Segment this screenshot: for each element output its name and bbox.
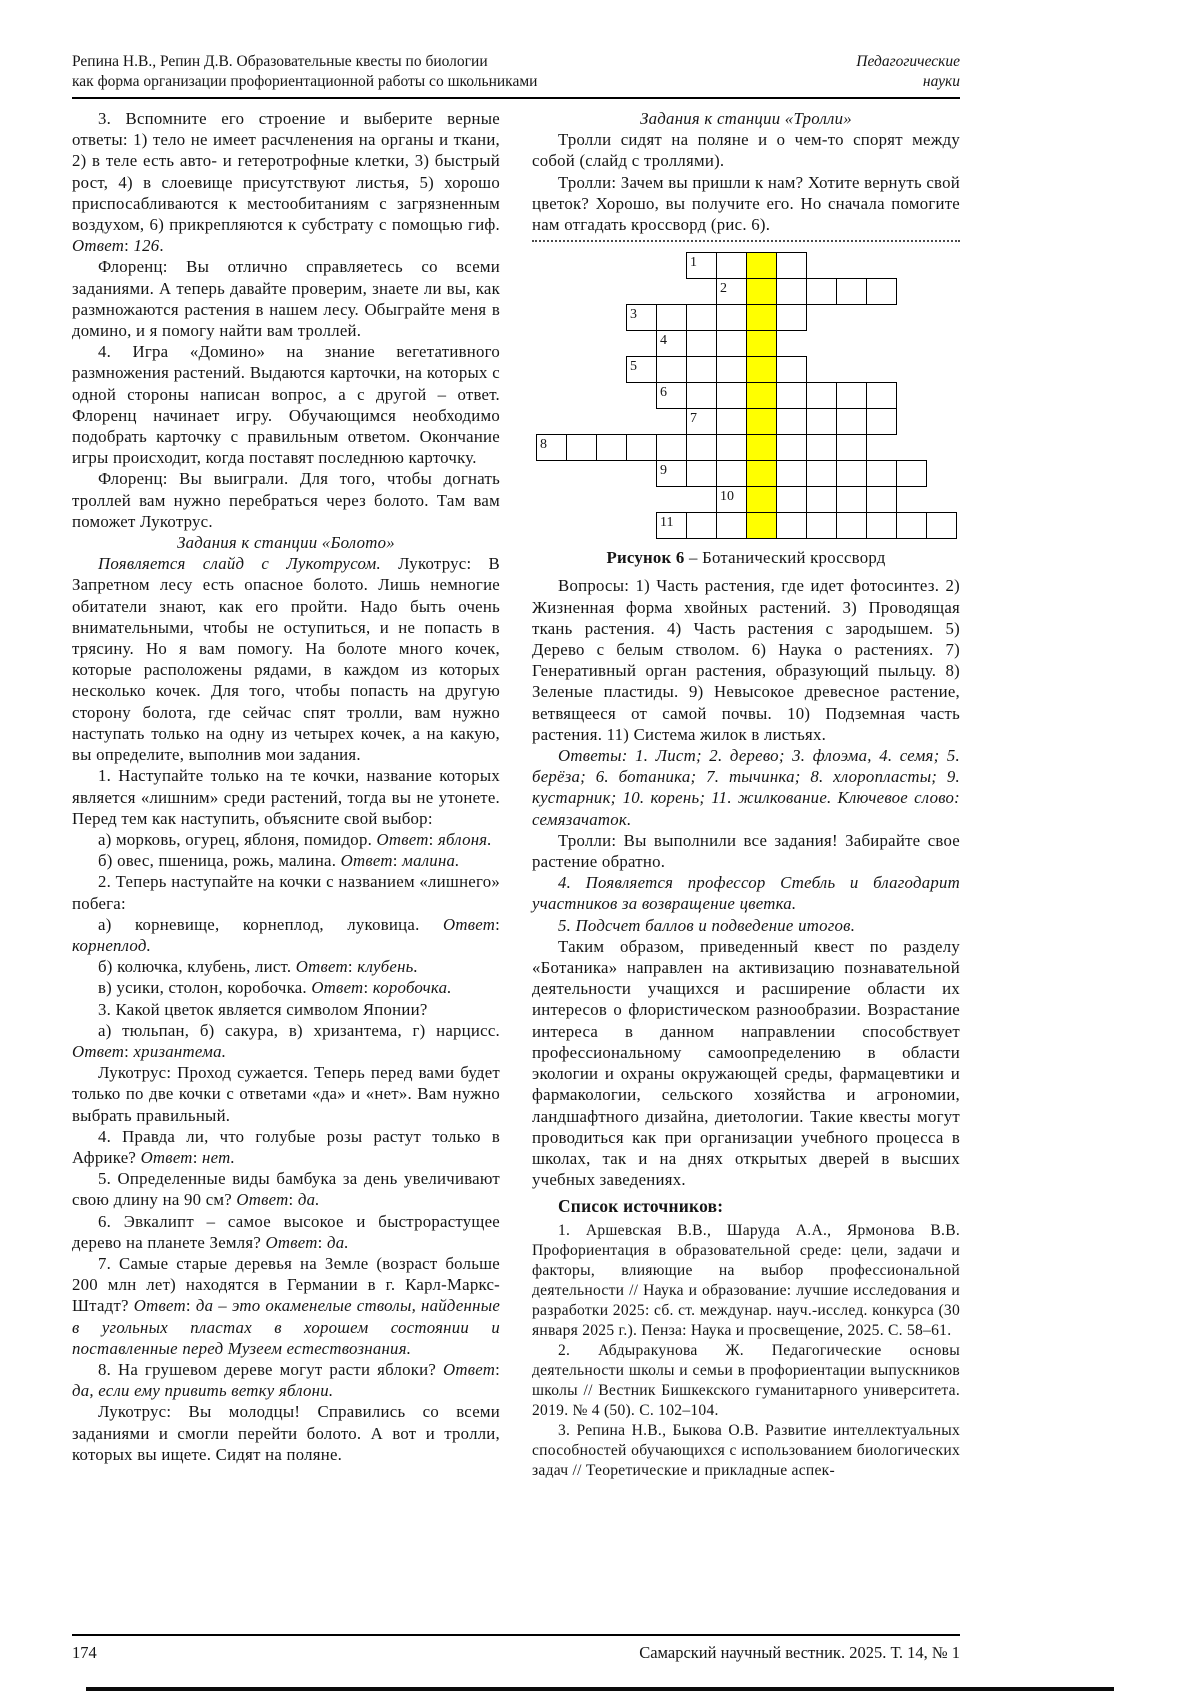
text-run: 1. Наступайте только на те кочки, название которых является «лишним» среди растений, тогда вы не утонете. Перед тем как наступить, объясните свой выбор: bbox=[72, 766, 500, 828]
text-run: Таким образом, приведенный квест по разделу «Ботаника» направлен на активизацию познавательной деятельности учащихся и расширение области их интересов о флористическом разнообразии. Возрастание интереса в данном направлении способствует профессиональному самоопределению в области экологии и охраны окружающей среды, фармацевтики и фармакологии, сельского хозяйства и агрономии, ландшафтного дизайна, диетологии. Такие квесты могут проводиться как при организации учебного процесса в школах, так и на днях открытых дверей в высших учебных заведениях. bbox=[532, 936, 960, 1190]
text-run: малина. bbox=[402, 851, 460, 871]
page-edge-line bbox=[86, 1687, 1114, 1691]
crossword-cell bbox=[716, 252, 747, 279]
crossword-cell bbox=[776, 434, 807, 461]
reference-2 bbox=[532, 1341, 960, 1421]
text-run: Вопросы: 1) Часть растения, где идет фотосинтез. 2) Жизненная форма хвойных растений. 3) Проводящая ткань растения. 4) Часть растения с зародышем. 5) Дерево с белым стволом. 6) Наука о растениях. 7) Генеративный орган растения, образующий пыльцу. 8) Зеленые пластиды. 9) Невысокое древесное растение, ветвящееся от самой почвы. 10) Подземная часть растения. 11) Система жилок в листьях. bbox=[532, 576, 960, 744]
crossword-cell bbox=[776, 486, 807, 513]
crossword-cell bbox=[686, 434, 717, 461]
crossword-cell bbox=[866, 278, 897, 305]
text-run: коробочка. bbox=[372, 978, 452, 998]
crossword-cell bbox=[776, 382, 807, 409]
text-run: 7. Самые старые деревья на Земле (возраст больше 200 млн лет) находятся в Германии в г. Карл-Маркс-Штадт? bbox=[72, 1253, 500, 1316]
crossword-cell bbox=[686, 460, 717, 487]
text-run: Ответ bbox=[376, 829, 429, 849]
paragraph bbox=[532, 172, 960, 236]
text-run: нет. bbox=[202, 1147, 236, 1167]
text-run: б) колючка, клубень, лист. bbox=[98, 957, 296, 977]
crossword-cell bbox=[866, 382, 897, 409]
header-section-line2: науки bbox=[922, 73, 960, 90]
crossword-cell bbox=[866, 486, 897, 513]
text-run: Ответ bbox=[442, 1359, 496, 1379]
crossword-cell bbox=[656, 356, 687, 383]
paragraph bbox=[72, 553, 500, 765]
header-section bbox=[856, 52, 960, 92]
paragraph bbox=[532, 575, 960, 745]
crossword-cell bbox=[836, 382, 867, 409]
reference-3 bbox=[532, 1421, 960, 1481]
crossword-cell bbox=[806, 486, 837, 513]
text-run: в) усики, столон, коробочка. bbox=[98, 978, 312, 998]
text-run: да – это окаменелые стволы, найденные в угольных пластах в хорошем состоянии и поставленные перед Музеем естествознания. bbox=[72, 1296, 501, 1358]
crossword-cell bbox=[776, 304, 807, 331]
paragraph bbox=[72, 1126, 500, 1168]
crossword-key-cell bbox=[746, 252, 777, 279]
paragraph bbox=[72, 256, 500, 341]
crossword-cell bbox=[866, 408, 897, 435]
text-run: : bbox=[347, 957, 358, 977]
text-run: 5. Определенные виды бамбука за день увеличивают свою длину на 90 см? bbox=[72, 1169, 500, 1210]
crossword-clue-number: 2 bbox=[720, 281, 727, 297]
text-run: Тролли: Зачем вы пришли к нам? Хотите вернуть свой цветок? Хорошо, вы получите его. Но сначала помогите нам отгадать кроссворд (рис. 6). bbox=[532, 172, 960, 235]
text-run: : bbox=[428, 829, 438, 849]
crossword-cell bbox=[686, 304, 717, 331]
crossword-cell bbox=[686, 252, 717, 279]
text-run: . bbox=[159, 236, 164, 256]
crossword-cell bbox=[776, 278, 807, 305]
figure-caption bbox=[532, 547, 960, 568]
body-columns bbox=[72, 108, 960, 1624]
crossword-cell bbox=[806, 382, 837, 409]
crossword-cell bbox=[836, 434, 867, 461]
paragraph bbox=[72, 871, 500, 913]
crossword-cell bbox=[656, 434, 687, 461]
text-run: б) овес, пшеница, рожь, малина. bbox=[98, 851, 341, 871]
paragraph bbox=[532, 830, 960, 872]
crossword-key-cell bbox=[746, 408, 777, 435]
header-title-line2: как форма организации профориентационной работы со школьниками bbox=[72, 73, 538, 90]
paragraph bbox=[72, 914, 500, 956]
paragraph bbox=[72, 765, 500, 829]
crossword-cell bbox=[836, 278, 867, 305]
text-run: Ответ bbox=[72, 236, 125, 256]
figure-caption-label: Рисунок 6 bbox=[606, 548, 685, 568]
crossword-cell bbox=[806, 278, 837, 305]
crossword-cell bbox=[596, 434, 627, 461]
text-run: а) тюльпан, б) сакура, в) хризантема, г) нарцисс. bbox=[98, 1020, 500, 1040]
crossword-cell bbox=[716, 278, 747, 305]
crossword-clue-number: 6 bbox=[660, 385, 667, 401]
paragraph bbox=[72, 1359, 500, 1401]
text-run: хризантема. bbox=[133, 1041, 227, 1061]
crossword-figure bbox=[532, 240, 960, 568]
text-run: : bbox=[392, 851, 403, 871]
crossword-cell bbox=[716, 460, 747, 487]
text-run: Список источников: bbox=[558, 1196, 724, 1217]
text-run: 8. На грушевом дереве могут расти яблоки? bbox=[98, 1359, 443, 1379]
crossword-key-cell bbox=[746, 330, 777, 357]
page-header bbox=[72, 52, 960, 99]
dashed-separator bbox=[532, 240, 960, 242]
crossword-clue-number: 4 bbox=[660, 333, 667, 349]
text-run: 6. Эвкалипт – самое высокое и быстрорастущее дерево на планете Земля? bbox=[72, 1211, 500, 1252]
paragraph bbox=[72, 1062, 500, 1126]
crossword-cell bbox=[626, 356, 657, 383]
crossword-cell bbox=[866, 512, 897, 539]
crossword-cell bbox=[776, 252, 807, 279]
page-number: 174 bbox=[72, 1643, 97, 1662]
crossword-cell bbox=[836, 486, 867, 513]
text-run: 5. Подсчет баллов и подведение итогов. bbox=[558, 915, 856, 935]
text-run: яблоня. bbox=[437, 829, 492, 849]
text-run: : bbox=[495, 914, 500, 934]
crossword-key-cell bbox=[746, 434, 777, 461]
text-run: 3. Какой цветок является символом Японии? bbox=[98, 999, 428, 1019]
crossword-clue-number: 11 bbox=[660, 515, 674, 531]
crossword-cell bbox=[806, 460, 837, 487]
text-run: 1. Аршевская В.В., Шаруда А.А., Ярмонова В.В. Профориентация в образовательной среде: цели, задачи и факторы, влияющие на выбор профессиональной деятельности // Наука и образование: лучшие исследования и разработки 2025: сб. ст. междунар. науч.-исслед. конкурса (30 января 2025 г.). Пенза: Наука и просвещение, 2025. С. 58–61. bbox=[532, 1221, 960, 1339]
text-run: Задания к станции «Тролли» bbox=[640, 109, 852, 128]
crossword-cell bbox=[836, 512, 867, 539]
header-running-title bbox=[72, 52, 537, 92]
crossword-cell bbox=[686, 512, 717, 539]
paragraph bbox=[532, 129, 960, 171]
journal-line: Самарский научный вестник. 2025. Т. 14, № 1 bbox=[639, 1643, 960, 1662]
crossword-clue-number: 7 bbox=[690, 411, 697, 427]
column-right bbox=[532, 108, 960, 1624]
page-footer bbox=[72, 1634, 960, 1663]
text-run: Ответ bbox=[236, 1190, 289, 1210]
text-run: Лукотрус: Проход сужается. Теперь перед вами будет только по две кочки с ответами «да» и «нет». Вам нужно выбрать правильный. bbox=[72, 1063, 500, 1125]
crossword-cell bbox=[716, 382, 747, 409]
text-run: : bbox=[124, 236, 134, 256]
crossword-cell bbox=[716, 434, 747, 461]
paragraph bbox=[532, 915, 960, 936]
crossword-clue-number: 9 bbox=[660, 463, 667, 479]
crossword-cell bbox=[656, 330, 687, 357]
paragraph bbox=[72, 341, 500, 468]
crossword-key-cell bbox=[746, 278, 777, 305]
crossword-clue-number: 1 bbox=[690, 255, 697, 271]
crossword-cell bbox=[716, 330, 747, 357]
text-run: Ответ bbox=[133, 1296, 186, 1316]
header-section-line1: Педагогические bbox=[856, 53, 960, 70]
crossword-cell bbox=[656, 460, 687, 487]
header-title-line1: Репина Н.В., Репин Д.В. Образовательные квесты по биологии bbox=[72, 53, 488, 70]
paragraph bbox=[532, 745, 960, 830]
text-run: Ответ bbox=[442, 914, 496, 934]
station-heading-trolli bbox=[532, 108, 960, 129]
text-run: Ответ bbox=[311, 978, 364, 998]
figure-caption-text: – Ботанический кроссворд bbox=[684, 548, 886, 568]
sources-heading bbox=[532, 1196, 960, 1217]
paragraph bbox=[72, 977, 500, 998]
crossword-clue-number: 8 bbox=[540, 437, 547, 453]
crossword-cell bbox=[626, 434, 657, 461]
crossword-cell bbox=[776, 356, 807, 383]
crossword-clue-number: 5 bbox=[630, 359, 637, 375]
crossword-cell bbox=[716, 486, 747, 513]
crossword-clue-number: 3 bbox=[630, 307, 637, 323]
crossword-cell bbox=[716, 356, 747, 383]
text-run: Ответ bbox=[140, 1147, 193, 1167]
crossword-cell bbox=[656, 382, 687, 409]
paragraph bbox=[72, 1253, 500, 1359]
text-run: Флоренц: Вы выиграли. Для того, чтобы догнать троллей вам нужно перебраться через болото. Там вам поможет Лукотрус. bbox=[72, 469, 500, 531]
text-run: клубень. bbox=[357, 957, 419, 977]
text-run: 126 bbox=[133, 236, 160, 256]
crossword-cell bbox=[806, 434, 837, 461]
text-run: : bbox=[124, 1041, 134, 1061]
crossword-cell bbox=[896, 512, 927, 539]
crossword-cell bbox=[806, 408, 837, 435]
text-run: : bbox=[288, 1190, 298, 1210]
paragraph bbox=[72, 956, 500, 977]
paragraph bbox=[532, 936, 960, 1190]
column-left bbox=[72, 108, 500, 1624]
text-run: а) морковь, огурец, яблоня, помидор. bbox=[98, 829, 377, 849]
crossword-cell bbox=[776, 512, 807, 539]
crossword-cell bbox=[656, 304, 687, 331]
crossword-clue-number: 10 bbox=[720, 489, 734, 505]
crossword-cell bbox=[626, 304, 657, 331]
paragraph bbox=[72, 850, 500, 871]
text-run: Ответ bbox=[340, 851, 393, 871]
crossword-cell bbox=[776, 408, 807, 435]
crossword-cell bbox=[896, 460, 927, 487]
text-run: Флоренц: Вы отлично справляетесь со всеми заданиями. А теперь давайте проверим, знаете ли вы, как размножаются растения в нашем лесу. Обыграйте меня в домино, и я помогу найти вам троллей. bbox=[72, 257, 500, 341]
text-run: 4. Правда ли, что голубые розы растут только в Африке? bbox=[72, 1126, 500, 1167]
text-run: : bbox=[495, 1359, 500, 1379]
text-run: да, если ему привить ветку яблони. bbox=[72, 1381, 334, 1401]
text-run: Ответы: 1. Лист; 2. дерево; 3. флоэма, 4. семя; 5. берёза; 6. ботаника; 7. тычинка; 8. хлоропласты; 9. кустарник; 10. корень; 11. жилкование. Ключевое слово: семязачаток. bbox=[532, 746, 960, 829]
crossword-cell bbox=[686, 382, 717, 409]
crossword-cell bbox=[716, 512, 747, 539]
crossword-key-cell bbox=[746, 512, 777, 539]
paragraph bbox=[72, 1168, 500, 1210]
text-run: Тролли: Вы выполнили все задания! Забирайте свое растение обратно. bbox=[532, 830, 960, 872]
text-run: 2. Теперь наступайте на кочки с названием «лишнего» побега: bbox=[72, 872, 500, 913]
text-run: Задания к станции «Болото» bbox=[177, 533, 395, 553]
text-run: да. bbox=[327, 1232, 349, 1252]
text-run: да. bbox=[297, 1190, 320, 1210]
station-heading-boloto bbox=[72, 532, 500, 553]
text-run: 2. Абдыракунова Ж. Педагогические основы деятельности школы и семьи в профориентации выпускников школы // Вестник Бишкекского гуманитарного университета. 2019. № 4 (50). С. 102–104. bbox=[532, 1341, 960, 1419]
text-run: Ответ bbox=[265, 1232, 318, 1252]
crossword-cell bbox=[926, 512, 957, 539]
crossword-cell bbox=[836, 408, 867, 435]
crossword-cell bbox=[536, 434, 567, 461]
crossword-cell bbox=[716, 304, 747, 331]
crossword-cell bbox=[716, 408, 747, 435]
text-run: 3. Вспомните его строение и выберите верные ответы: 1) тело не имеет расчленения на органы и ткани, 2) в теле есть авто- и гетеротрофные клетки, 3) быстрый рост, 4) в слоевище присутствуют листья, 5) хорошо приспосабливаются к местообитаниям с загрязненным воздухом, 6) прикрепляются к субстрату с помощью гиф. bbox=[72, 109, 500, 235]
crossword-cell bbox=[566, 434, 597, 461]
crossword-grid bbox=[536, 252, 957, 539]
reference-1 bbox=[532, 1221, 960, 1341]
text-run: : bbox=[185, 1296, 196, 1316]
paragraph bbox=[72, 468, 500, 532]
crossword-cell bbox=[776, 460, 807, 487]
text-run: корнеплод. bbox=[72, 935, 152, 955]
paragraph bbox=[72, 999, 500, 1020]
text-run: Ответ bbox=[72, 1041, 125, 1061]
crossword-cell bbox=[836, 460, 867, 487]
crossword-key-cell bbox=[746, 304, 777, 331]
crossword-cell bbox=[686, 356, 717, 383]
crossword-key-cell bbox=[746, 382, 777, 409]
text-run: а) корневище, корнеплод, луковица. bbox=[98, 914, 443, 934]
crossword-cell bbox=[806, 512, 837, 539]
paragraph bbox=[72, 1020, 500, 1062]
text-run: 4. Игра «Домино» на знание вегетативного размножения растений. Выдаются карточки, на которых с одной стороны написан вопрос, а с другой – ответ. Флоренц начинает игру. Обучающимся необходимо подобрать карточку с правильным ответом. Окончание игры происходит, когда поставят последнюю карточку. bbox=[72, 342, 500, 468]
text-run: Лукотрус: Вы молодцы! Справились со всеми заданиями и смогли перейти болото. А вот и тролли, которых вы ищете. Сидят на поляне. bbox=[72, 1402, 500, 1464]
text-run: 4. Появляется профессор Стебль и благодарит участников за возвращение цветка. bbox=[532, 873, 960, 914]
text-run: : bbox=[317, 1232, 327, 1252]
paragraph bbox=[72, 1211, 500, 1253]
text-run: Лукотрус: В Запретном лесу есть опасное болото. Лишь немногие обитатели знают, как его пройти. Надо быть очень внимательными, чтобы не оступиться, и не попасть в трясину. Но я вам помогу. На болоте много кочек, которые расположены рядами, в каждом из которых несколько кочек. Для того, чтобы попасть на другую сторону болота, где сейчас спят тролли, вам нужно наступать только на одну из четырех кочек, а на какую, вы определите, выполнив мои задания. bbox=[72, 554, 500, 765]
crossword-cell bbox=[686, 330, 717, 357]
crossword-cell bbox=[656, 512, 687, 539]
crossword-cell bbox=[686, 408, 717, 435]
crossword-key-cell bbox=[746, 460, 777, 487]
text-run: Ответ bbox=[295, 957, 348, 977]
text-run: Появляется слайд с Лукотрусом. bbox=[98, 554, 381, 574]
paragraph bbox=[532, 872, 960, 914]
text-run: Тролли сидят на поляне и о чем-то спорят между собой (слайд с троллями). bbox=[532, 130, 960, 171]
crossword-key-cell bbox=[746, 356, 777, 383]
crossword-cell bbox=[866, 460, 897, 487]
paragraph bbox=[72, 1401, 500, 1465]
paragraph bbox=[72, 108, 500, 256]
paragraph bbox=[72, 829, 500, 850]
crossword-key-cell bbox=[746, 486, 777, 513]
text-run: 3. Репина Н.В., Быкова О.В. Развитие интеллектуальных способностей обучающихся с использованием биологических задач // Теоретические и прикладные аспек- bbox=[532, 1421, 960, 1479]
text-run: : bbox=[192, 1147, 203, 1167]
text-run: : bbox=[363, 978, 373, 998]
